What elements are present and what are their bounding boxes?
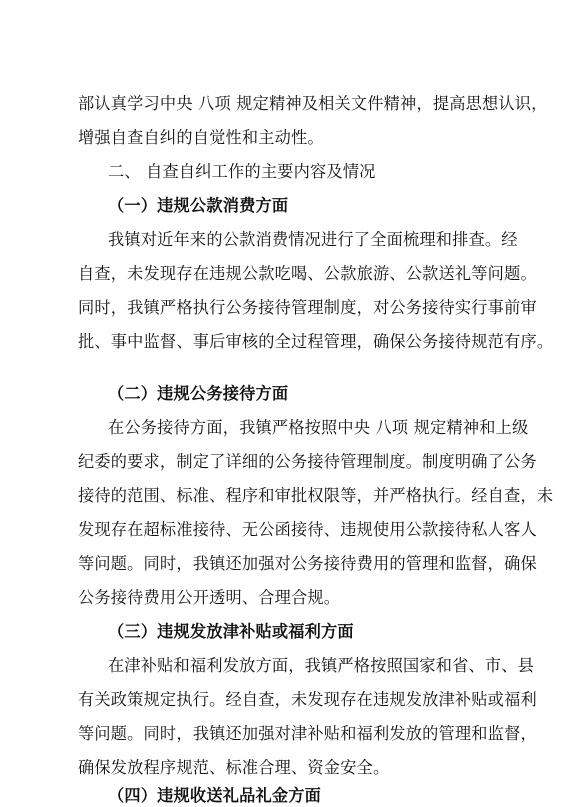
subsection-heading: （二）违规公务接待方面: [108, 384, 289, 403]
section-heading: 二、 自查自纠工作的主要内容及情况: [108, 162, 376, 181]
body-text-line: 增强自查自纠的自觉性和主动性。: [78, 128, 324, 147]
subsection-heading: （一）违规公款消费方面: [108, 196, 289, 215]
body-text-line: 在公务接待方面，我镇严格按照中央 八项 规定精神和上级: [108, 418, 529, 437]
body-text-line: 有关政策规定执行。经自查，未发现存在违规发放津补贴或福利: [78, 690, 537, 709]
body-text-line: 纪委的要求，制定了详细的公务接待管理制度。制度明确了公务: [78, 452, 537, 471]
body-text-line: 接待的范围、标准、程序和审批权限等，并严格执行。经自查，未: [78, 486, 554, 505]
body-text-line: 等问题。同时，我镇还加强对津补贴和福利发放的管理和监督，: [78, 724, 537, 743]
subsection-heading: （四）违规收送礼品礼金方面: [108, 786, 322, 805]
body-text-line: 等问题。同时，我镇还加强对公务接待费用的管理和监督，确保: [78, 554, 537, 573]
body-text-line: 确保发放程序规范、标准合理、资金安全。: [78, 758, 390, 777]
body-text-line: 公务接待费用公开透明、合理合规。: [78, 588, 341, 607]
body-text-line: 批、事中监督、事后审核的全过程管理，确保公务接待规范有序。: [78, 332, 554, 351]
subsection-heading: （三）违规发放津补贴或福利方面: [108, 622, 354, 641]
body-text-line: 自查，未发现存在违规公款吃喝、公款旅游、公款送礼等问题。: [78, 264, 537, 283]
body-text-line: 同时，我镇严格执行公务接待管理制度，对公务接待实行事前审: [78, 298, 537, 317]
body-text-line: 部认真学习中央 八项 规定精神及相关文件精神，提高思想认识，: [78, 94, 548, 113]
body-text-line: 在津补贴和福利发放方面，我镇严格按照国家和省、市、县: [108, 656, 535, 675]
body-text-line: 我镇对近年来的公款消费情况进行了全面梳理和排查。经: [108, 230, 518, 249]
body-text-line: 发现存在超标准接待、无公函接待、违规使用公款接待私人客人: [78, 520, 537, 539]
